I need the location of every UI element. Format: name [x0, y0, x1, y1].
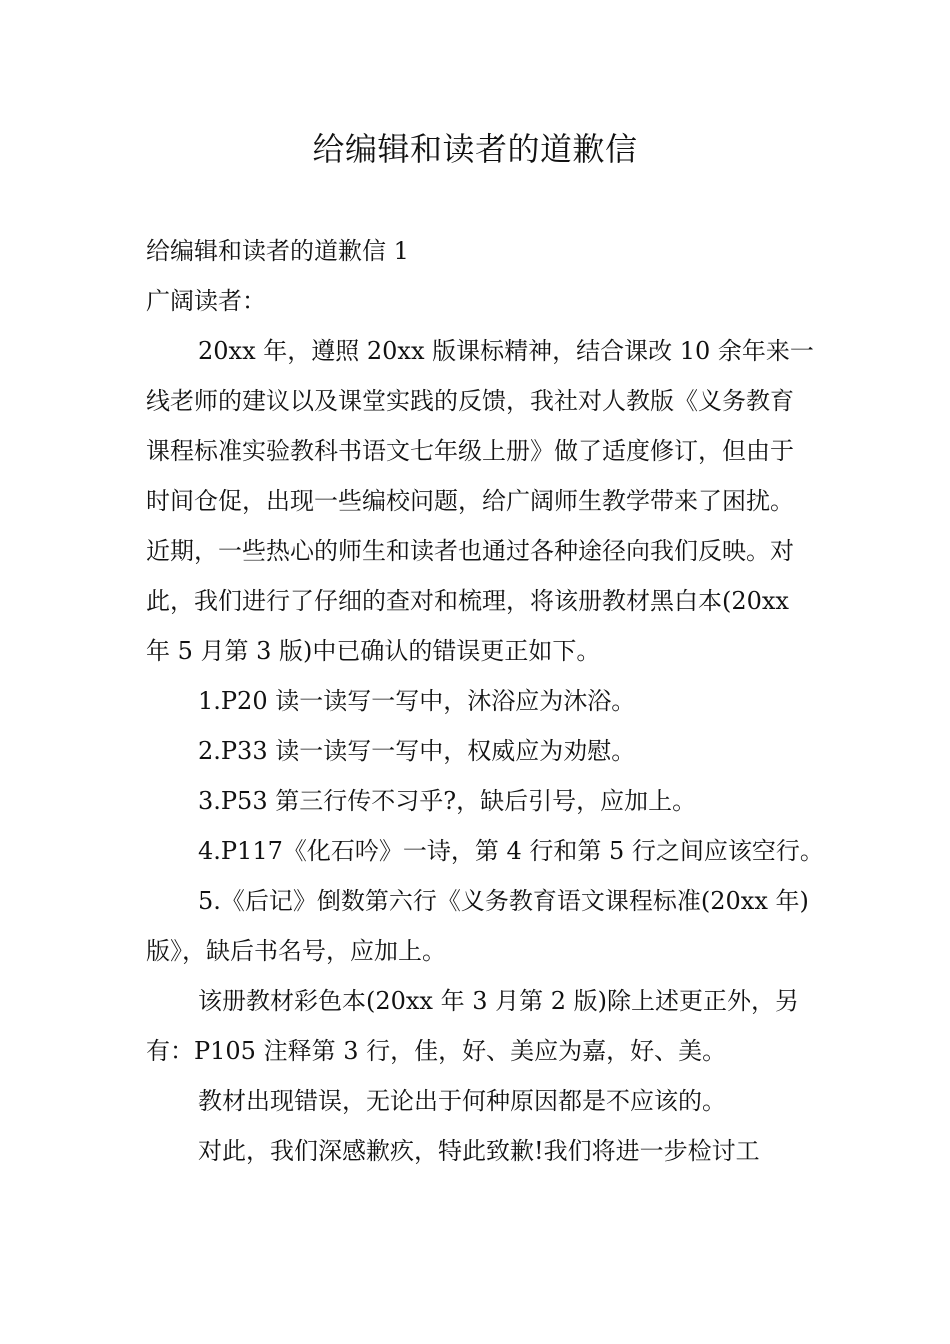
- paragraph-intro: 20xx 年，遵照 20xx 版课标精神，结合课改 10 余年来一线老师的建议以及课堂实践的反馈，我社对人教版《义务教育课程标准实验教科书语文七年级上册》做了适度修订，但由于时间仓促，出现一些编校问题，给广阔师生教学带来了困扰。近期，一些热心的师生和读者也通过各种途径向我们反映。对此，我们进行了仔细的查对和梳理，将该册教材黑白本(20xx 年 5 月第 3 版)中已确认的错误更正如下。: [146, 337, 814, 665]
- document-body: [146, 226, 824, 1176]
- salutation: 广阔读者：: [146, 287, 266, 315]
- correction-item-4: 4.P117《化石吟》一诗，第 4 行和第 5 行之间应该空行。: [198, 837, 824, 865]
- document-subtitle: 给编辑和读者的道歉信 1: [146, 237, 409, 265]
- document-title: 给编辑和读者的道歉信: [312, 130, 638, 168]
- paragraph-color-edition: 该册教材彩色本(20xx 年 3 月第 2 版)除上述更正外，另有：P105 注释第 3 行，佳，好、美应为嘉，好、美。: [146, 987, 800, 1065]
- correction-item-5: 5.《后记》倒数第六行《义务教育语文课程标准(20xx 年)版》，缺后书名号，应加上。: [146, 887, 809, 965]
- paragraph-apology-2: 对此，我们深感歉疚，特此致歉!我们将进一步检讨工: [198, 1137, 760, 1165]
- correction-item-2: 2.P33 读一读写一写中，权威应为劝慰。: [198, 737, 636, 765]
- correction-item-3: 3.P53 第三行传不习乎?，缺后引号，应加上。: [198, 787, 697, 815]
- paragraph-apology-1: 教材出现错误，无论出于何种原因都是不应该的。: [198, 1087, 726, 1115]
- correction-item-1: 1.P20 读一读写一写中，沐浴应为沐浴。: [198, 687, 636, 715]
